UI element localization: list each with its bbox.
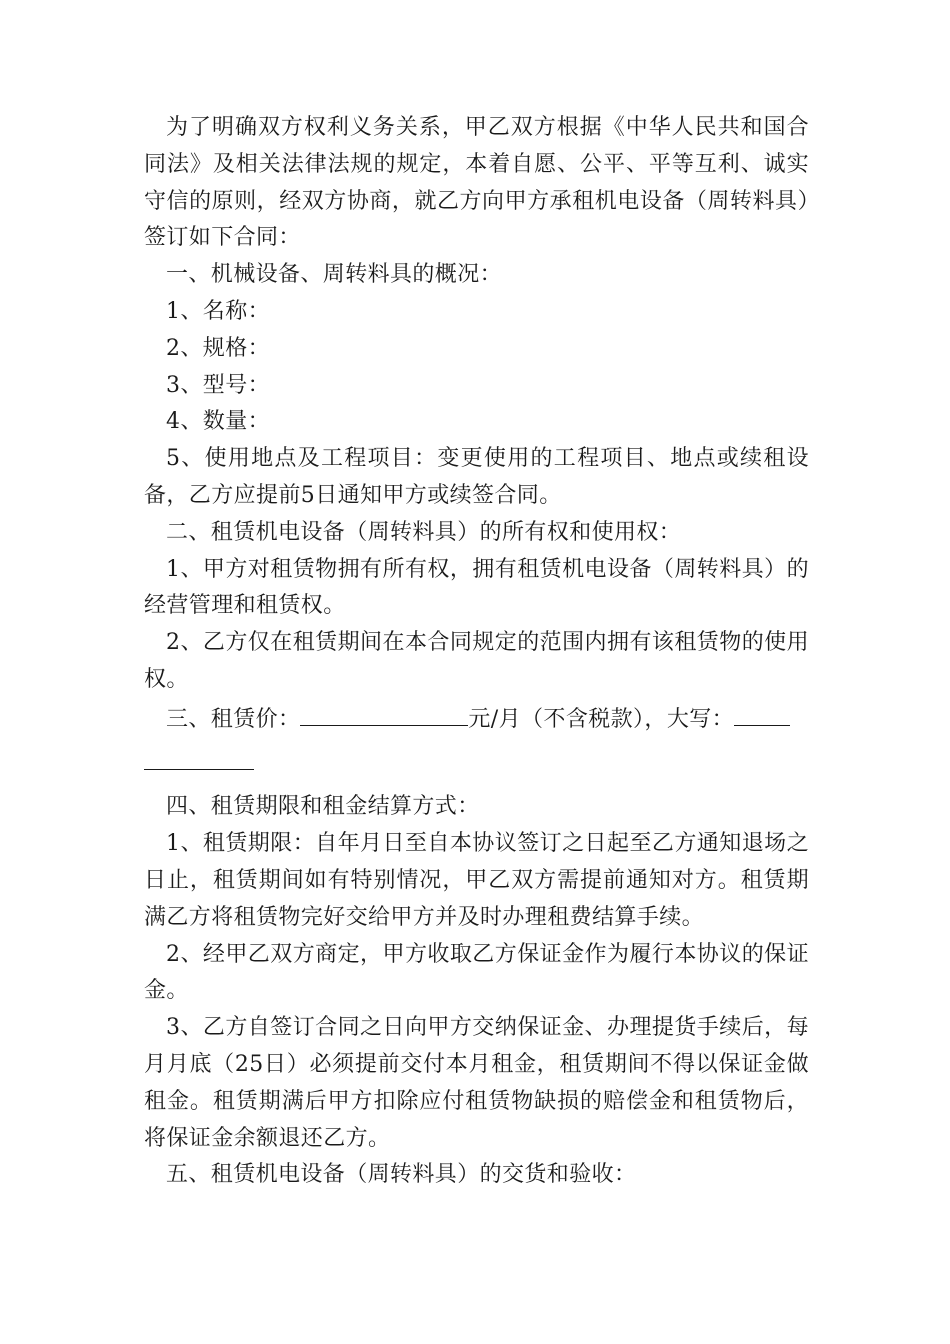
- section2-item-ownership: 1、甲方对租赁物拥有所有权，拥有租赁机电设备（周转料具）的经营管理和租赁权。: [144, 556, 809, 619]
- section2-heading: 二、租赁机电设备（周转料具）的所有权和使用权：: [166, 519, 682, 545]
- section2-item-usage: 2、乙方仅在租赁期间在本合同规定的范围内拥有该租赁物的使用权。: [144, 630, 809, 692]
- intro-paragraph: 为了明确双方权利义务关系，甲乙双方根据《中华人民共和国合同法》及相关法律法规的规定，本着自愿、公平、平等互利、诚实守信的原则，经双方协商，就乙方向甲方承租机电设备（周转料具）签订如下合同：: [144, 115, 809, 251]
- rent-price-label: 三、租赁价：: [166, 706, 301, 732]
- section4-item-deposit: 2、经甲乙双方商定，甲方收取乙方保证金作为履行本协议的保证金。: [144, 941, 809, 1004]
- section1-item-name: 1、名称：: [166, 298, 270, 324]
- section4-item-term: 1、租赁期限：自年月日至自本协议签订之日起至乙方通知退场之日止，租赁期间如有特别情况，甲乙双方需提前通知对方。租赁期满乙方将租赁物完好交给甲方并及时办理租费结算手续。: [144, 831, 809, 930]
- section1-item-spec: 2、规格：: [166, 335, 270, 361]
- section1-heading: 一、机械设备、周转料具的概况：: [166, 262, 503, 288]
- section3-rent-price: [144, 699, 809, 739]
- document-body: [144, 110, 809, 1194]
- rent-price-uppercase-blank-line2: [144, 743, 254, 770]
- rent-price-blank: [300, 699, 468, 726]
- section5-heading: 五、租赁机电设备（周转料具）的交货和验收：: [166, 1162, 637, 1188]
- section1-item-quantity: 4、数量：: [166, 409, 270, 435]
- section4-heading: 四、租赁期限和租金结算方式：: [166, 794, 480, 820]
- rent-price-uppercase-blank: [734, 699, 790, 726]
- section-spacer: [144, 775, 809, 789]
- section1-item-model: 3、型号：: [166, 372, 270, 398]
- rent-price-uppercase-blank-continued: [144, 739, 809, 776]
- rent-price-unit: 元/月（不含税款），大写：: [468, 706, 735, 732]
- section4-item-payment: 3、乙方自签订合同之日向甲方交纳保证金、办理提货手续后，每月月底（25日）必须提前交付本月租金，租赁期间不得以保证金做租金。租赁期满后甲方扣除应付租赁物缺损的赔偿金和租赁物后，将保证金余额退还乙方。: [144, 1015, 809, 1151]
- section1-item-location: 5、使用地点及工程项目：变更使用的工程项目、地点或续租设备，乙方应提前5日通知甲方或续签合同。: [144, 446, 809, 508]
